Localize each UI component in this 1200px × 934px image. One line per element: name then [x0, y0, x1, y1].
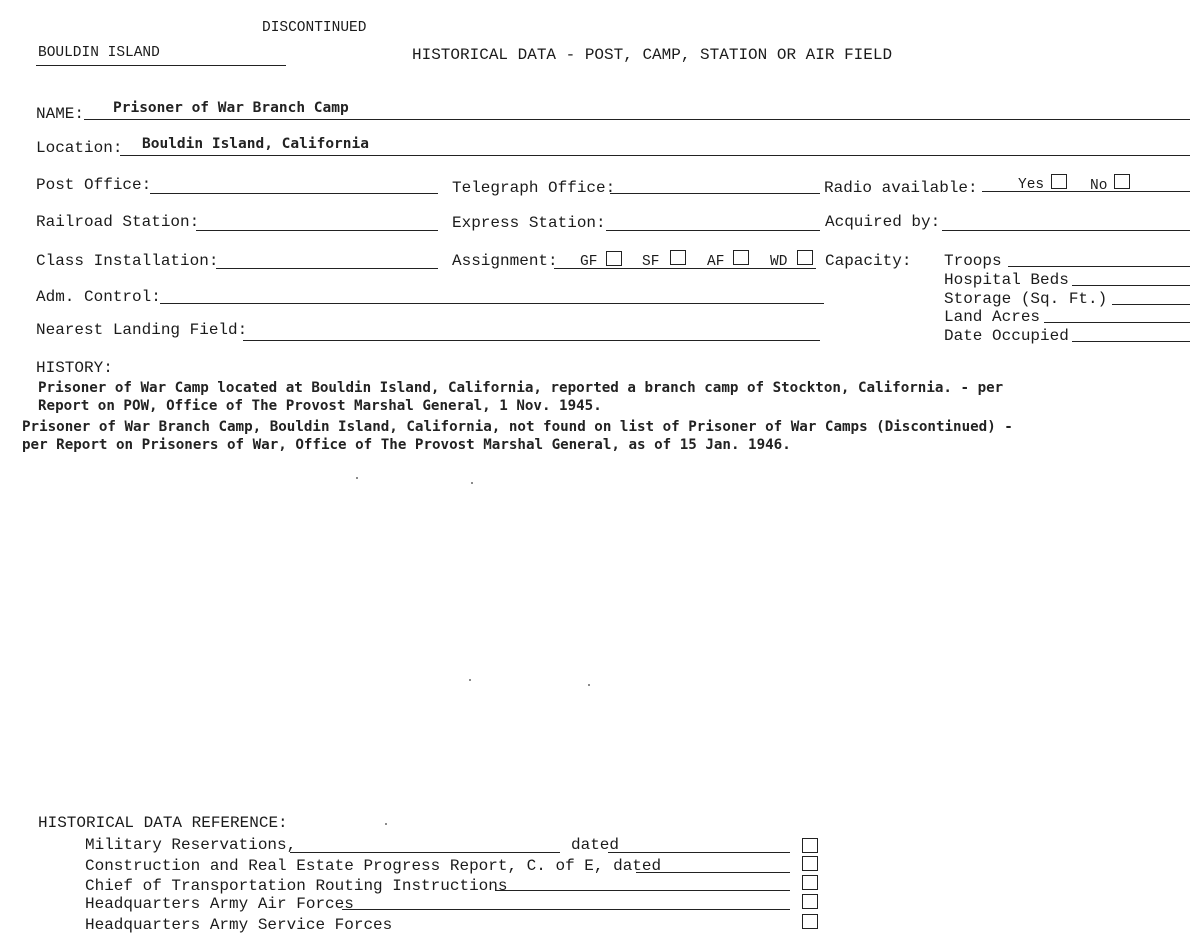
references-label: HISTORICAL DATA REFERENCE:	[38, 814, 288, 832]
ref-transport-label: Chief of Transportation Routing Instructions	[85, 877, 508, 895]
assign-sf-checkbox[interactable]	[670, 250, 686, 265]
telegraph-line[interactable]	[610, 193, 820, 194]
ref-military-label: Military Reservations,	[85, 836, 297, 854]
capacity-troops-line[interactable]	[1008, 266, 1190, 267]
history-line-2: Report on POW, Office of The Provost Marshal General, 1 Nov. 1945.	[38, 398, 602, 414]
adm-control-line[interactable]	[160, 303, 824, 304]
capacity-troops-label: Troops	[944, 252, 1002, 270]
class-installation-line[interactable]	[216, 268, 438, 269]
name-line	[84, 119, 1190, 120]
radio-yes-label: Yes	[1018, 177, 1045, 193]
assign-gf-checkbox[interactable]	[606, 251, 622, 266]
speck	[471, 482, 473, 484]
ref-transport-line[interactable]	[495, 890, 790, 891]
capacity-date-line[interactable]	[1072, 341, 1190, 342]
speck	[356, 477, 358, 479]
radio-yes-checkbox[interactable]	[1051, 174, 1067, 189]
ref-construction-line[interactable]	[636, 872, 790, 873]
ref-military-checkbox[interactable]	[802, 838, 818, 853]
acquired-label: Acquired by:	[825, 213, 941, 231]
ref-aaf-checkbox[interactable]	[802, 894, 818, 909]
radio-no-label: No	[1090, 178, 1108, 194]
capacity-land-line[interactable]	[1044, 322, 1190, 323]
history-label: HISTORY:	[36, 359, 113, 377]
speck	[588, 684, 590, 686]
history-line-4: per Report on Prisoners of War, Office of The Provost Marshal General, as of 15 Jan. 1946.	[22, 437, 791, 453]
telegraph-label: Telegraph Office:	[452, 179, 616, 197]
place-heading: BOULDIN ISLAND	[38, 45, 160, 61]
express-line[interactable]	[606, 230, 820, 231]
class-installation-label: Class Installation:	[36, 252, 219, 270]
landing-field-label: Nearest Landing Field:	[36, 321, 248, 339]
ref-construction-label: Construction and Real Estate Progress Report, C. of E, dated	[85, 857, 662, 875]
location-line	[120, 155, 1190, 156]
status-stamp: DISCONTINUED	[262, 20, 367, 36]
capacity-storage-line[interactable]	[1112, 304, 1190, 305]
post-office-label: Post Office:	[36, 176, 152, 194]
speck	[469, 679, 471, 681]
acquired-line[interactable]	[942, 230, 1190, 231]
name-value[interactable]: Prisoner of War Branch Camp	[113, 100, 349, 116]
assign-wd-checkbox[interactable]	[797, 250, 813, 265]
express-label: Express Station:	[452, 214, 606, 232]
capacity-land-label: Land Acres	[944, 308, 1041, 326]
post-office-line[interactable]	[150, 193, 438, 194]
location-label: Location:	[36, 139, 123, 157]
location-value[interactable]: Bouldin Island, California	[142, 136, 369, 152]
radio-line	[982, 191, 1190, 192]
ref-asf-checkbox[interactable]	[802, 914, 818, 929]
railroad-line[interactable]	[196, 230, 438, 231]
name-label: NAME:	[36, 105, 85, 123]
radio-label: Radio available:	[824, 179, 978, 197]
ref-military-line[interactable]	[290, 852, 560, 853]
railroad-label: Railroad Station:	[36, 213, 200, 231]
assign-gf-label: GF	[580, 254, 598, 270]
adm-control-label: Adm. Control:	[36, 288, 161, 306]
ref-military-dated: dated	[571, 836, 620, 854]
ref-military-dated-line[interactable]	[608, 852, 790, 853]
place-underline	[36, 65, 286, 66]
assign-af-label: AF	[707, 254, 725, 270]
ref-aaf-label: Headquarters Army Air Forces	[85, 895, 354, 913]
capacity-hospital-label: Hospital Beds	[944, 271, 1069, 289]
capacity-date-label: Date Occupied	[944, 327, 1069, 345]
radio-no-checkbox[interactable]	[1114, 174, 1130, 189]
assign-af-checkbox[interactable]	[733, 250, 749, 265]
assign-sf-label: SF	[642, 254, 660, 270]
ref-construction-checkbox[interactable]	[802, 856, 818, 871]
ref-asf-label: Headquarters Army Service Forces	[85, 916, 393, 934]
assignment-label: Assignment:	[452, 252, 558, 270]
capacity-storage-label: Storage (Sq. Ft.)	[944, 290, 1108, 308]
history-line-3: Prisoner of War Branch Camp, Bouldin Island, California, not found on list of Prisoner of War Camps (Discontinued) -	[22, 419, 1013, 435]
assign-wd-label: WD	[770, 254, 788, 270]
capacity-hospital-line[interactable]	[1072, 285, 1190, 286]
speck	[385, 823, 387, 825]
capacity-label: Capacity:	[825, 252, 912, 270]
landing-field-line[interactable]	[243, 340, 820, 341]
ref-transport-checkbox[interactable]	[802, 875, 818, 890]
history-line-1: Prisoner of War Camp located at Bouldin Island, California, reported a branch camp of Stockton, California. - per	[38, 380, 1004, 396]
ref-aaf-line[interactable]	[342, 909, 790, 910]
form-title: HISTORICAL DATA - POST, CAMP, STATION OR AIR FIELD	[412, 46, 893, 64]
